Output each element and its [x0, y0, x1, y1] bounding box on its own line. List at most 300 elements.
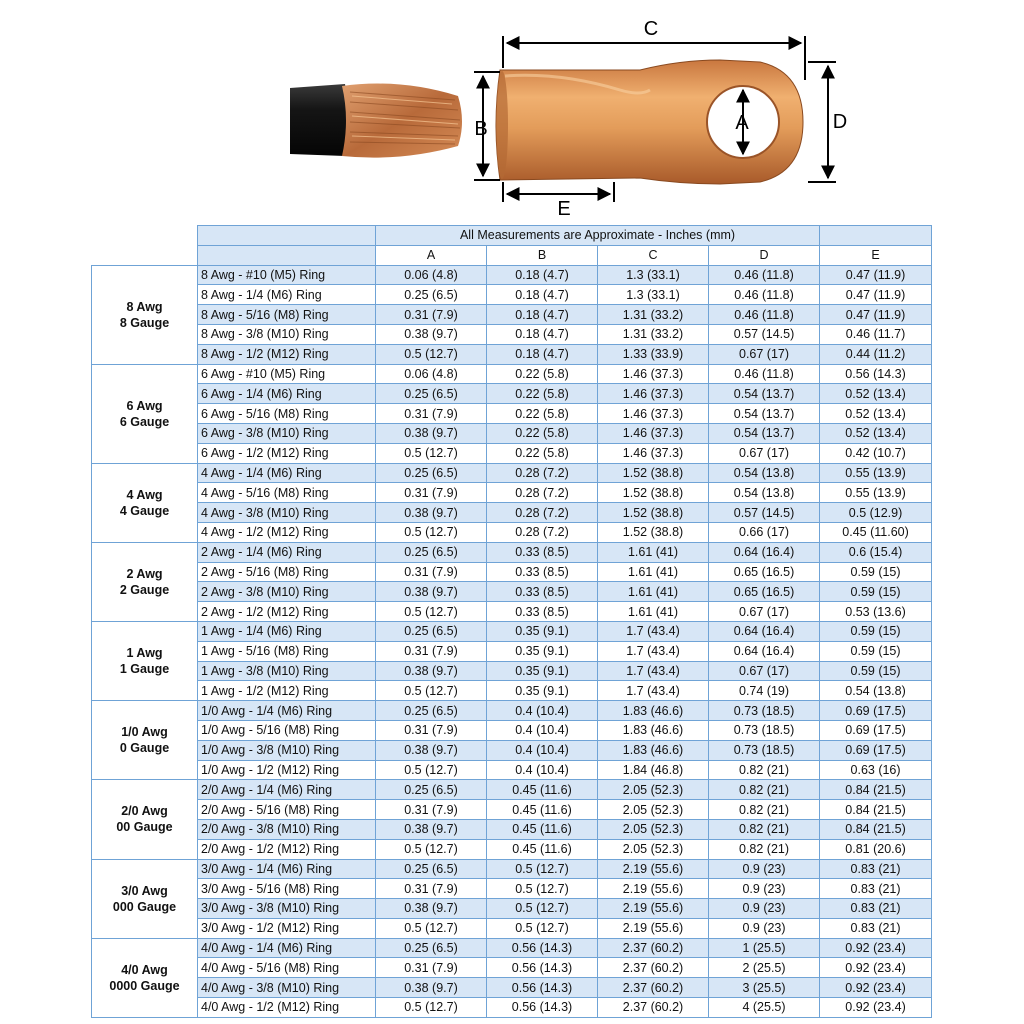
measurement-cell-c: 1.52 (38.8) — [598, 463, 709, 483]
measurement-cell-a: 0.38 (9.7) — [376, 661, 487, 681]
measurement-cell-c: 1.52 (38.8) — [598, 503, 709, 523]
ring-size-cell: 3/0 Awg - 1/4 (M6) Ring — [198, 859, 376, 879]
dimension-label-a: A — [735, 112, 749, 134]
ring-size-cell: 4/0 Awg - 1/2 (M12) Ring — [198, 998, 376, 1018]
measurement-cell-e: 0.83 (21) — [820, 879, 932, 899]
measurement-cell-a: 0.5 (12.7) — [376, 760, 487, 780]
header-blank-cell — [820, 226, 932, 246]
table-row — [92, 641, 932, 661]
ring-size-cell: 1 Awg - 1/2 (M12) Ring — [198, 681, 376, 701]
measurement-cell-a: 0.25 (6.5) — [376, 780, 487, 800]
measurement-cell-b: 0.18 (4.7) — [487, 305, 598, 325]
table-row — [92, 720, 932, 740]
gauge-group-label-line: 4 Awg — [126, 487, 163, 502]
measurement-cell-a: 0.38 (9.7) — [376, 899, 487, 919]
gauge-group-label-line: 000 Gauge — [112, 899, 177, 914]
gauge-group-label — [92, 265, 198, 364]
cable — [290, 84, 462, 158]
measurement-cell-e: 0.52 (13.4) — [820, 384, 932, 404]
measurement-cell-e: 0.54 (13.8) — [820, 681, 932, 701]
ring-size-cell: 3/0 Awg - 3/8 (M10) Ring — [198, 899, 376, 919]
gauge-group-label-line: 8 Gauge — [119, 315, 170, 330]
ring-size-cell: 8 Awg - 5/16 (M8) Ring — [198, 305, 376, 325]
measurement-cell-a: 0.31 (7.9) — [376, 720, 487, 740]
table-row — [92, 364, 932, 384]
measurement-cell-c: 2.37 (60.2) — [598, 958, 709, 978]
measurement-cell-d: 0.65 (16.5) — [709, 582, 820, 602]
table-row — [92, 324, 932, 344]
column-header-a: A — [376, 245, 487, 265]
measurement-cell-a: 0.31 (7.9) — [376, 800, 487, 820]
measurement-cell-c: 1.7 (43.4) — [598, 621, 709, 641]
measurement-cell-c: 1.46 (37.3) — [598, 443, 709, 463]
gauge-group-label — [92, 859, 198, 938]
measurement-cell-d: 0.9 (23) — [709, 879, 820, 899]
measurement-cell-d: 0.67 (17) — [709, 661, 820, 681]
measurement-cell-e: 0.56 (14.3) — [820, 364, 932, 384]
column-header-row — [92, 245, 932, 265]
measurement-cell-a: 0.5 (12.7) — [376, 602, 487, 622]
table-row — [92, 899, 932, 919]
ring-size-cell: 2 Awg - 1/2 (M12) Ring — [198, 602, 376, 622]
column-header-d: D — [709, 245, 820, 265]
measurement-cell-d: 0.82 (21) — [709, 839, 820, 859]
ring-size-cell: 4/0 Awg - 5/16 (M8) Ring — [198, 958, 376, 978]
measurement-cell-a: 0.25 (6.5) — [376, 621, 487, 641]
table-row — [92, 265, 932, 285]
ring-size-cell: 1 Awg - 3/8 (M10) Ring — [198, 661, 376, 681]
measurement-cell-e: 0.69 (17.5) — [820, 701, 932, 721]
measurement-cell-a: 0.38 (9.7) — [376, 978, 487, 998]
gauge-group-label-line: 1 Awg — [126, 646, 163, 661]
measurement-cell-d: 0.46 (11.8) — [709, 285, 820, 305]
dimension-label-d: D — [832, 111, 848, 133]
measurement-cell-c: 2.05 (52.3) — [598, 839, 709, 859]
measurement-cell-e: 0.63 (16) — [820, 760, 932, 780]
measurement-cell-d: 0.67 (17) — [709, 443, 820, 463]
measurement-cell-a: 0.38 (9.7) — [376, 819, 487, 839]
measurement-cell-d: 0.74 (19) — [709, 681, 820, 701]
column-header-e: E — [820, 245, 932, 265]
measurement-cell-d: 3 (25.5) — [709, 978, 820, 998]
measurement-cell-d: 0.66 (17) — [709, 522, 820, 542]
measurement-cell-b: 0.28 (7.2) — [487, 483, 598, 503]
ring-size-cell: 4/0 Awg - 1/4 (M6) Ring — [198, 938, 376, 958]
table-row — [92, 958, 932, 978]
measurement-cell-e: 0.59 (15) — [820, 562, 932, 582]
measurement-cell-b: 0.22 (5.8) — [487, 423, 598, 443]
gauge-group-label-line: 2 Awg — [126, 566, 163, 581]
gauge-group-label-line: 0000 Gauge — [109, 978, 180, 993]
measurement-cell-c: 2.37 (60.2) — [598, 978, 709, 998]
measurement-cell-c: 2.37 (60.2) — [598, 998, 709, 1018]
measurement-cell-e: 0.84 (21.5) — [820, 819, 932, 839]
measurement-cell-d: 0.82 (21) — [709, 760, 820, 780]
table-row — [92, 938, 932, 958]
measurement-cell-a: 0.06 (4.8) — [376, 265, 487, 285]
measurement-cell-b: 0.22 (5.8) — [487, 404, 598, 424]
measurement-cell-a: 0.31 (7.9) — [376, 305, 487, 325]
measurement-cell-a: 0.5 (12.7) — [376, 681, 487, 701]
measurement-cell-b: 0.35 (9.1) — [487, 641, 598, 661]
ring-size-cell: 4 Awg - 1/4 (M6) Ring — [198, 463, 376, 483]
measurement-cell-e: 0.47 (11.9) — [820, 305, 932, 325]
table-row — [92, 661, 932, 681]
ring-size-cell: 2/0 Awg - 5/16 (M8) Ring — [198, 800, 376, 820]
measurement-cell-b: 0.35 (9.1) — [487, 681, 598, 701]
lug-dimension-diagram — [0, 0, 1024, 224]
measurement-cell-a: 0.31 (7.9) — [376, 641, 487, 661]
measurement-cell-e: 0.83 (21) — [820, 918, 932, 938]
measurement-cell-e: 0.44 (11.2) — [820, 344, 932, 364]
ring-size-cell: 8 Awg - #10 (M5) Ring — [198, 265, 376, 285]
measurement-cell-c: 1.3 (33.1) — [598, 265, 709, 285]
measurement-cell-a: 0.38 (9.7) — [376, 423, 487, 443]
gauge-group-label — [92, 701, 198, 780]
measurement-cell-a: 0.31 (7.9) — [376, 879, 487, 899]
measurement-cell-c: 2.05 (52.3) — [598, 780, 709, 800]
measurement-cell-a: 0.25 (6.5) — [376, 701, 487, 721]
measurement-cell-d: 0.54 (13.7) — [709, 423, 820, 443]
table-row — [92, 404, 932, 424]
gauge-group-label-line: 1/0 Awg — [121, 725, 168, 740]
ring-size-cell: 2/0 Awg - 3/8 (M10) Ring — [198, 819, 376, 839]
measurement-cell-b: 0.28 (7.2) — [487, 522, 598, 542]
measurement-cell-a: 0.25 (6.5) — [376, 384, 487, 404]
measurement-cell-c: 1.33 (33.9) — [598, 344, 709, 364]
measurement-cell-a: 0.5 (12.7) — [376, 443, 487, 463]
measurement-cell-d: 0.64 (16.4) — [709, 621, 820, 641]
measurement-cell-e: 0.59 (15) — [820, 641, 932, 661]
table-row — [92, 384, 932, 404]
measurement-cell-e: 0.59 (15) — [820, 621, 932, 641]
measurement-cell-e: 0.69 (17.5) — [820, 740, 932, 760]
measurement-cell-c: 2.19 (55.6) — [598, 879, 709, 899]
measurement-cell-c: 1.46 (37.3) — [598, 364, 709, 384]
table-body — [92, 265, 932, 1017]
measurement-cell-d: 0.73 (18.5) — [709, 720, 820, 740]
measurement-cell-e: 0.59 (15) — [820, 582, 932, 602]
measurement-cell-d: 0.46 (11.8) — [709, 265, 820, 285]
measurement-cell-b: 0.4 (10.4) — [487, 701, 598, 721]
measurement-table-wrapper — [91, 225, 931, 1018]
measurement-cell-a: 0.5 (12.7) — [376, 344, 487, 364]
measurement-cell-d: 0.54 (13.7) — [709, 384, 820, 404]
ring-size-cell: 2 Awg - 3/8 (M10) Ring — [198, 582, 376, 602]
measurement-cell-e: 0.84 (21.5) — [820, 800, 932, 820]
measurement-cell-b: 0.35 (9.1) — [487, 621, 598, 641]
measurement-cell-a: 0.25 (6.5) — [376, 938, 487, 958]
measurement-cell-b: 0.45 (11.6) — [487, 839, 598, 859]
measurement-cell-c: 1.7 (43.4) — [598, 661, 709, 681]
measurement-cell-d: 4 (25.5) — [709, 998, 820, 1018]
measurement-cell-b: 0.4 (10.4) — [487, 760, 598, 780]
measurement-cell-d: 0.73 (18.5) — [709, 740, 820, 760]
blank-cell — [92, 245, 198, 265]
measurement-cell-b: 0.5 (12.7) — [487, 859, 598, 879]
gauge-group-label-line: 4 Gauge — [119, 503, 170, 518]
table-row — [92, 602, 932, 622]
measurement-cell-a: 0.31 (7.9) — [376, 958, 487, 978]
measurement-cell-d: 0.82 (21) — [709, 800, 820, 820]
measurement-cell-c: 1.61 (41) — [598, 602, 709, 622]
table-row — [92, 978, 932, 998]
table-row — [92, 305, 932, 325]
measurement-cell-c: 1.46 (37.3) — [598, 384, 709, 404]
measurement-cell-c: 1.46 (37.3) — [598, 404, 709, 424]
ring-size-cell: 3/0 Awg - 1/2 (M12) Ring — [198, 918, 376, 938]
measurement-cell-b: 0.56 (14.3) — [487, 958, 598, 978]
measurement-cell-b: 0.33 (8.5) — [487, 582, 598, 602]
dimension-label-b: B — [474, 118, 488, 140]
measurement-cell-d: 0.57 (14.5) — [709, 324, 820, 344]
measurement-cell-c: 1.31 (33.2) — [598, 324, 709, 344]
gauge-group-label-line: 6 Awg — [126, 398, 163, 413]
measurement-cell-d: 0.67 (17) — [709, 344, 820, 364]
gauge-group-label-line: 4/0 Awg — [121, 962, 168, 977]
measurement-cell-b: 0.5 (12.7) — [487, 918, 598, 938]
measurement-cell-c: 1.61 (41) — [598, 562, 709, 582]
table-row — [92, 621, 932, 641]
measurement-cell-c: 1.31 (33.2) — [598, 305, 709, 325]
header-blank-cell — [198, 245, 376, 265]
ring-size-cell: 8 Awg - 1/2 (M12) Ring — [198, 344, 376, 364]
table-row — [92, 285, 932, 305]
table-row — [92, 998, 932, 1018]
ring-size-cell: 1/0 Awg - 3/8 (M10) Ring — [198, 740, 376, 760]
table-row — [92, 701, 932, 721]
measurement-cell-b: 0.4 (10.4) — [487, 740, 598, 760]
measurement-cell-c: 2.05 (52.3) — [598, 819, 709, 839]
measurement-cell-c: 1.3 (33.1) — [598, 285, 709, 305]
measurement-cell-b: 0.56 (14.3) — [487, 998, 598, 1018]
table-row — [92, 542, 932, 562]
measurement-cell-e: 0.5 (12.9) — [820, 503, 932, 523]
measurement-cell-e: 0.81 (20.6) — [820, 839, 932, 859]
table-row — [92, 522, 932, 542]
measurement-cell-e: 0.92 (23.4) — [820, 958, 932, 978]
measurement-cell-a: 0.25 (6.5) — [376, 859, 487, 879]
measurement-cell-a: 0.31 (7.9) — [376, 562, 487, 582]
measurement-cell-b: 0.28 (7.2) — [487, 503, 598, 523]
table-row — [92, 503, 932, 523]
ring-size-cell: 8 Awg - 3/8 (M10) Ring — [198, 324, 376, 344]
measurement-cell-c: 2.19 (55.6) — [598, 899, 709, 919]
gauge-group-label-line: 00 Gauge — [116, 820, 173, 835]
table-row — [92, 483, 932, 503]
measurement-cell-c: 1.7 (43.4) — [598, 681, 709, 701]
ring-size-cell: 1/0 Awg - 1/2 (M12) Ring — [198, 760, 376, 780]
table-row — [92, 879, 932, 899]
table-row — [92, 582, 932, 602]
measurement-cell-d: 0.54 (13.8) — [709, 463, 820, 483]
ring-size-cell: 6 Awg - 3/8 (M10) Ring — [198, 423, 376, 443]
gauge-group-label — [92, 364, 198, 463]
gauge-group-label-line: 2/0 Awg — [121, 804, 168, 819]
measurement-cell-d: 0.82 (21) — [709, 780, 820, 800]
measurement-cell-a: 0.38 (9.7) — [376, 582, 487, 602]
measurement-cell-a: 0.5 (12.7) — [376, 918, 487, 938]
measurement-cell-e: 0.83 (21) — [820, 859, 932, 879]
measurement-cell-e: 0.46 (11.7) — [820, 324, 932, 344]
column-header-c: C — [598, 245, 709, 265]
column-header-b: B — [487, 245, 598, 265]
table-row — [92, 740, 932, 760]
measurement-cell-a: 0.31 (7.9) — [376, 483, 487, 503]
measurement-cell-e: 0.42 (10.7) — [820, 443, 932, 463]
table-row — [92, 681, 932, 701]
table-title-row — [92, 226, 932, 246]
measurement-cell-b: 0.22 (5.8) — [487, 443, 598, 463]
table-row — [92, 780, 932, 800]
measurement-cell-b: 0.18 (4.7) — [487, 324, 598, 344]
measurement-cell-a: 0.06 (4.8) — [376, 364, 487, 384]
measurement-cell-d: 0.73 (18.5) — [709, 701, 820, 721]
ring-size-cell: 6 Awg - 1/2 (M12) Ring — [198, 443, 376, 463]
measurement-cell-d: 2 (25.5) — [709, 958, 820, 978]
measurement-cell-c: 2.19 (55.6) — [598, 918, 709, 938]
gauge-group-label — [92, 463, 198, 542]
measurement-cell-b: 0.5 (12.7) — [487, 899, 598, 919]
measurement-cell-d: 0.46 (11.8) — [709, 364, 820, 384]
measurement-cell-e: 0.59 (15) — [820, 661, 932, 681]
ring-size-cell: 3/0 Awg - 5/16 (M8) Ring — [198, 879, 376, 899]
dimension-label-e: E — [557, 198, 571, 220]
ring-size-cell: 2 Awg - 5/16 (M8) Ring — [198, 562, 376, 582]
measurement-cell-a: 0.5 (12.7) — [376, 839, 487, 859]
dimension-label-c: C — [643, 18, 659, 40]
measurement-cell-d: 0.9 (23) — [709, 859, 820, 879]
gauge-group-label-line: 3/0 Awg — [121, 883, 168, 898]
ring-lug — [496, 60, 803, 184]
measurement-cell-e: 0.47 (11.9) — [820, 285, 932, 305]
measurement-cell-b: 0.45 (11.6) — [487, 780, 598, 800]
table-row — [92, 839, 932, 859]
measurement-cell-b: 0.22 (5.8) — [487, 384, 598, 404]
table-row — [92, 859, 932, 879]
measurement-cell-d: 0.64 (16.4) — [709, 641, 820, 661]
ring-size-cell: 2/0 Awg - 1/4 (M6) Ring — [198, 780, 376, 800]
measurement-cell-d: 0.64 (16.4) — [709, 542, 820, 562]
measurement-cell-e: 0.55 (13.9) — [820, 463, 932, 483]
measurement-cell-a: 0.38 (9.7) — [376, 740, 487, 760]
measurement-cell-e: 0.6 (15.4) — [820, 542, 932, 562]
gauge-group-label-line: 1 Gauge — [119, 662, 170, 677]
measurement-cell-e: 0.92 (23.4) — [820, 938, 932, 958]
measurement-cell-d: 0.54 (13.7) — [709, 404, 820, 424]
table-row — [92, 760, 932, 780]
ring-size-cell: 4/0 Awg - 3/8 (M10) Ring — [198, 978, 376, 998]
measurement-cell-c: 2.19 (55.6) — [598, 859, 709, 879]
measurement-cell-a: 0.38 (9.7) — [376, 324, 487, 344]
measurement-cell-e: 0.52 (13.4) — [820, 423, 932, 443]
table-header: All Measurements are Approximate - Inches (mm) — [376, 226, 820, 246]
ring-size-cell: 4 Awg - 3/8 (M10) Ring — [198, 503, 376, 523]
measurement-cell-b: 0.56 (14.3) — [487, 938, 598, 958]
measurement-cell-a: 0.5 (12.7) — [376, 522, 487, 542]
measurement-cell-c: 1.61 (41) — [598, 542, 709, 562]
measurement-cell-e: 0.83 (21) — [820, 899, 932, 919]
measurement-cell-c: 1.52 (38.8) — [598, 483, 709, 503]
measurement-cell-d: 0.65 (16.5) — [709, 562, 820, 582]
measurement-cell-b: 0.45 (11.6) — [487, 819, 598, 839]
ring-size-cell: 1/0 Awg - 1/4 (M6) Ring — [198, 701, 376, 721]
measurement-cell-d: 1 (25.5) — [709, 938, 820, 958]
measurement-cell-e: 0.53 (13.6) — [820, 602, 932, 622]
measurement-cell-d: 0.9 (23) — [709, 899, 820, 919]
ring-size-cell: 1 Awg - 1/4 (M6) Ring — [198, 621, 376, 641]
measurement-cell-c: 2.05 (52.3) — [598, 800, 709, 820]
measurement-cell-c: 1.83 (46.6) — [598, 720, 709, 740]
ring-size-cell: 6 Awg - 1/4 (M6) Ring — [198, 384, 376, 404]
ring-size-cell: 4 Awg - 1/2 (M12) Ring — [198, 522, 376, 542]
measurement-cell-b: 0.5 (12.7) — [487, 879, 598, 899]
measurement-cell-e: 0.45 (11.60) — [820, 522, 932, 542]
measurement-cell-e: 0.52 (13.4) — [820, 404, 932, 424]
measurement-cell-a: 0.31 (7.9) — [376, 404, 487, 424]
blank-cell — [92, 226, 198, 246]
measurement-cell-a: 0.38 (9.7) — [376, 503, 487, 523]
measurement-cell-e: 0.69 (17.5) — [820, 720, 932, 740]
measurement-cell-e: 0.92 (23.4) — [820, 978, 932, 998]
gauge-group-label-line: 0 Gauge — [119, 741, 170, 756]
ring-size-cell: 2 Awg - 1/4 (M6) Ring — [198, 542, 376, 562]
measurement-cell-e: 0.55 (13.9) — [820, 483, 932, 503]
measurement-cell-e: 0.92 (23.4) — [820, 998, 932, 1018]
ring-size-cell: 8 Awg - 1/4 (M6) Ring — [198, 285, 376, 305]
measurement-cell-b: 0.22 (5.8) — [487, 364, 598, 384]
measurement-cell-c: 1.61 (41) — [598, 582, 709, 602]
measurement-cell-d: 0.9 (23) — [709, 918, 820, 938]
gauge-group-label — [92, 542, 198, 621]
measurement-cell-d: 0.67 (17) — [709, 602, 820, 622]
table-row — [92, 344, 932, 364]
measurement-cell-c: 2.37 (60.2) — [598, 938, 709, 958]
measurement-cell-b: 0.18 (4.7) — [487, 265, 598, 285]
measurement-cell-b: 0.33 (8.5) — [487, 602, 598, 622]
table-row — [92, 463, 932, 483]
gauge-group-label — [92, 780, 198, 859]
gauge-group-label-line: 8 Awg — [126, 299, 163, 314]
measurement-cell-b: 0.4 (10.4) — [487, 720, 598, 740]
gauge-group-label-line: 2 Gauge — [119, 582, 170, 597]
measurement-cell-a: 0.5 (12.7) — [376, 998, 487, 1018]
measurement-cell-c: 1.46 (37.3) — [598, 423, 709, 443]
measurement-cell-e: 0.84 (21.5) — [820, 780, 932, 800]
measurement-cell-a: 0.25 (6.5) — [376, 463, 487, 483]
measurement-cell-a: 0.25 (6.5) — [376, 542, 487, 562]
measurement-cell-c: 1.83 (46.6) — [598, 740, 709, 760]
measurement-cell-e: 0.47 (11.9) — [820, 265, 932, 285]
gauge-group-label — [92, 938, 198, 1017]
measurement-cell-b: 0.45 (11.6) — [487, 800, 598, 820]
measurement-cell-c: 1.83 (46.6) — [598, 701, 709, 721]
ring-size-cell: 6 Awg - #10 (M5) Ring — [198, 364, 376, 384]
measurement-cell-b: 0.33 (8.5) — [487, 542, 598, 562]
measurement-cell-a: 0.25 (6.5) — [376, 285, 487, 305]
measurement-cell-d: 0.46 (11.8) — [709, 305, 820, 325]
table-row — [92, 562, 932, 582]
measurement-cell-d: 0.54 (13.8) — [709, 483, 820, 503]
ring-size-cell: 6 Awg - 5/16 (M8) Ring — [198, 404, 376, 424]
measurement-cell-b: 0.18 (4.7) — [487, 344, 598, 364]
measurement-cell-b: 0.56 (14.3) — [487, 978, 598, 998]
ring-size-cell: 4 Awg - 5/16 (M8) Ring — [198, 483, 376, 503]
header-blank-cell — [198, 226, 376, 246]
measurement-cell-b: 0.33 (8.5) — [487, 562, 598, 582]
measurement-cell-b: 0.35 (9.1) — [487, 661, 598, 681]
measurement-cell-d: 0.57 (14.5) — [709, 503, 820, 523]
